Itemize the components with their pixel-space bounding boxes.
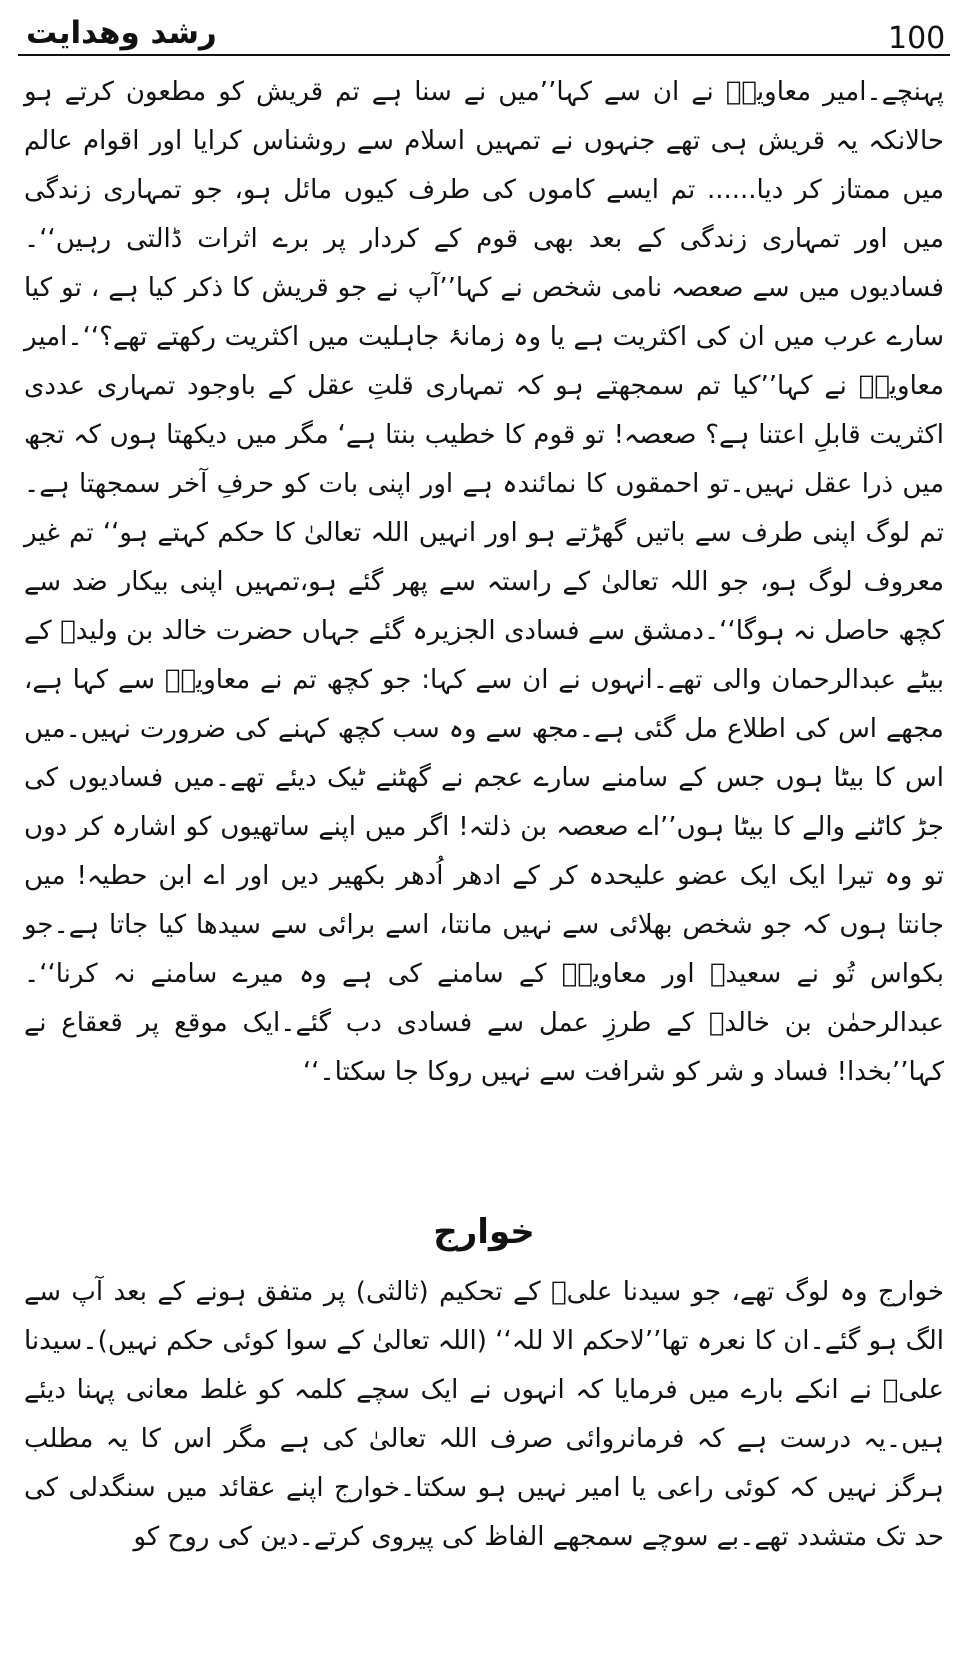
- page-header: [18, 8, 950, 54]
- body-paragraph: پہنچے۔امیر معاویہؓ نے ان سے کہا’’میں نے سنا ہے تم قریش کو مطعون کرتے ہو حالانکہ یہ قریش ہی تھے جنہوں نے تمہیں اسلام سے روشناس کرایا اور اقوام عالم میں ممتاز کر دیا...... تم ایسے کاموں کی طرف کیوں مائل ہو، جو تمہاری زندگی میں اور تمہاری زندگی کے بعد بھی قوم کے کردار پر برے اثرات ڈالتی رہیں‘‘۔فسادیوں میں سے صعصہ نامی شخص نے کہا’’آپ نے جو قریش کا ذکر کیا ہے ، تو کیا سارے عرب میں ان کی اکثریت ہے یا وہ زمانۂ جاہلیت میں اکثریت رکھتے تھے؟‘‘۔امیر معاویہؓ نے کہا’’کیا تم سمجھتے ہو کہ تمہاری قلتِ عقل کے باوجود تمہاری عددی اکثریت قابلِ اعتنا ہے؟ صعصہ! تو قوم کا خطیب بنتا ہے‘ مگر میں دیکھتا ہوں کہ تجھ میں ذرا عقل نہیں۔تو احمقوں کا نمائندہ ہے اور اپنی بات کو حرفِ آخر سمجھتا ہے۔تم لوگ اپنی طرف سے باتیں گھڑتے ہو اور انہیں اللہ تعالیٰ کا حکم کہتے ہو‘‘ تم غیر معروف لوگ ہو، جو اللہ تعالیٰ کے راستہ سے پھر گئے ہو،تمہیں اپنی بیکار ضد سے کچھ حاصل نہ ہوگا‘‘۔دمشق سے فسادی الجزیرہ گئے جہاں حضرت خالد بن ولیدؓ کے بیٹے عبدالرحمان والی تھے۔انہوں نے ان سے کہا: جو کچھ تم نے معاویہؓ سے کہا ہے، مجھے اس کی اطلاع مل گئی ہے۔مجھ سے وہ سب کچھ کہنے کی ضرورت نہیں۔میں اس کا بیٹا ہوں جس کے سامنے سارے عجم نے گھٹنے ٹیک دیئے تھے۔میں فسادیوں کی جڑ کاٹنے والے کا بیٹا ہوں’’اے صعصہ بن ذلتہ! اگر میں اپنے ساتھیوں کو اشارہ کر دوں تو وہ تیرا ایک ایک عضو علیحدہ کر کے ادھر اُدھر بکھیر دیں اور اے ابن حطیہ! میں جانتا ہوں کہ جو شخص بھلائی سے نہیں مانتا، اسے برائی سے سیدھا کیا جاتا ہے۔جو بکواس تُو نے سعیدؓ اور معاویہؓ کے سامنے کی ہے وہ میرے سامنے نہ کرنا‘‘۔عبدالرحمٰن بن خالدؓ کے طرزِ عمل سے فسادی دب گئے۔ایک موقع پر قعقاع نے کہا’’بخدا! فساد و شر کو شرافت سے نہیں روکا جا سکتا۔‘‘: [24, 77, 944, 1087]
- section-heading: خوارج: [433, 1212, 535, 1252]
- body-paragraph: خوارج وہ لوگ تھے، جو سیدنا علیؓ کے تحکیم (ثالثی) پر متفق ہونے کے بعد آپ سے الگ ہو گئے۔ان کا نعرہ تھا’’لاحکم الا للہ‘‘ (اللہ تعالیٰ کے سوا کوئی حکم نہیں)۔سیدنا علیؓ نے انکے بارے میں فرمایا کہ انہوں نے ایک سچے کلمہ کو غلط معانی پہنا دیئے ہیں۔یہ درست ہے کہ فرمانروائی صرف اللہ تعالیٰ کی ہے مگر اس کا یہ مطلب ہرگز نہیں کہ کوئی راعی یا امیر نہیں ہو سکتا۔خوارج اپنے عقائد میں سنگدلی کی حد تک متشدد تھے۔بے سوچے سمجھے الفاظ کی پیروی کرتے۔دین کی روح کو: [24, 1277, 944, 1552]
- running-title: رشد وهدایت: [26, 15, 217, 51]
- page-number: 100: [888, 21, 946, 56]
- header-rule: [18, 54, 950, 56]
